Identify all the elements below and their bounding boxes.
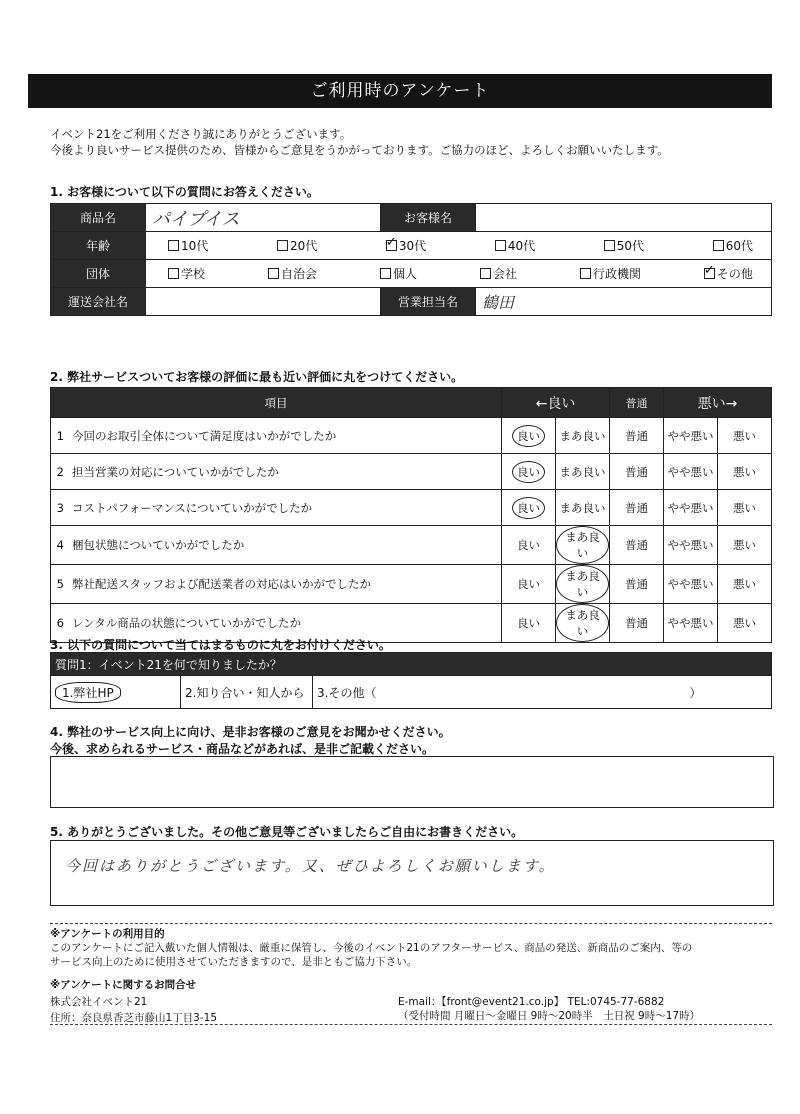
- purpose-line-1: このアンケートにご記入戴いた個人情報は、厳重に保管し、今後のイベント21のアフターサービス、商品の発送、新商品のご案内、等の: [50, 942, 693, 954]
- rating-cell[interactable]: [502, 418, 556, 454]
- group-option-label: 会社: [492, 267, 517, 281]
- age-option-label: 10代: [181, 239, 209, 253]
- rating-option: やや悪い: [667, 464, 714, 479]
- source-option-friend[interactable]: 2.知り合い・知人から: [181, 676, 313, 709]
- section4-heading-2: 今後、求められるサービス・商品などがあれば、是非ご記載ください。: [50, 742, 435, 756]
- checkbox-icon[interactable]: [580, 268, 591, 279]
- product-value[interactable]: パイプイス: [152, 208, 240, 230]
- age-option[interactable]: [713, 237, 753, 254]
- group-option-label: 行政機関: [592, 267, 641, 281]
- rating-cell[interactable]: [556, 604, 610, 643]
- rating-option: 普通: [625, 464, 648, 479]
- question-text: 梱包状態についていかがでしたか: [68, 526, 502, 565]
- contact-hours: （受付時間 月曜日～金曜日 9時～20時半 土日祝 9時～17時）: [398, 1010, 701, 1022]
- rating-option: 悪い: [733, 464, 756, 479]
- group-label: 団体: [51, 260, 146, 288]
- rating-option: 良い: [512, 461, 545, 483]
- group-option-label: 学校: [181, 267, 206, 281]
- customer-label: お客様名: [381, 204, 476, 232]
- rating-cell[interactable]: [664, 418, 718, 454]
- checkbox-icon[interactable]: [480, 268, 491, 279]
- page-title: ご利用時のアンケート: [28, 74, 772, 108]
- question-number: 2: [51, 454, 69, 490]
- source-option-other[interactable]: 3.その他（: [317, 685, 377, 700]
- rating-option: やや悪い: [667, 577, 714, 591]
- question-text: 弊社配送スタッフおよび配送業者の対応はいかがでしたか: [68, 565, 502, 604]
- rating-option: まあ良い: [559, 428, 606, 443]
- rating-option: まあ良い: [556, 565, 609, 603]
- rating-cell[interactable]: [718, 526, 772, 565]
- item-column-header: 項目: [51, 388, 502, 418]
- intro-line-1: イベント21をご利用くださり誠にありがとうございます。: [50, 127, 352, 141]
- checkbox-icon[interactable]: [168, 240, 179, 251]
- question-text: レンタル商品の状態についていかがでしたか: [68, 604, 502, 643]
- rating-option: やや悪い: [667, 538, 714, 552]
- age-label: 年齢: [51, 232, 146, 260]
- rating-cell[interactable]: [718, 490, 772, 526]
- rating-cell[interactable]: [502, 454, 556, 490]
- rating-cell[interactable]: [556, 418, 610, 454]
- age-option[interactable]: [495, 237, 535, 254]
- rating-cell[interactable]: [718, 604, 772, 643]
- age-option-label: 60代: [725, 239, 753, 253]
- checkbox-icon[interactable]: [168, 268, 179, 279]
- group-option-label: 個人: [392, 267, 417, 281]
- rating-cell[interactable]: [610, 526, 664, 565]
- contact-email-tel: E-mail：【front@event21.co.jp】 TEL:0745-77-6882: [398, 996, 665, 1008]
- question-number: 1: [51, 418, 69, 454]
- company-address: 住所：奈良県香芝市藤山1丁目3-15: [50, 1012, 218, 1024]
- rating-option: 普通: [625, 500, 648, 515]
- rating-cell[interactable]: [610, 418, 664, 454]
- section5-answer-text: 今回はありがとうございます。又、ぜひよろしくお願いします。: [65, 857, 556, 875]
- rating-cell[interactable]: [664, 454, 718, 490]
- rating-option: 良い: [517, 616, 540, 630]
- rating-cell[interactable]: [718, 565, 772, 604]
- group-option[interactable]: [704, 265, 753, 282]
- shipping-label: 運送会社名: [51, 288, 146, 316]
- rating-table: [50, 387, 772, 643]
- rating-option: まあ良い: [559, 500, 606, 515]
- rating-option: まあ良い: [556, 604, 609, 642]
- rating-option: 悪い: [733, 577, 756, 591]
- section3-heading: 3. 以下の質問について当てはまるものに丸をお付けください。: [50, 638, 391, 652]
- section4-heading-1: 4. 弊社のサービス向上に向け、是非お客様のご意見をお聞かせください。: [50, 725, 451, 739]
- rating-option: やや悪い: [667, 616, 714, 630]
- rating-cell[interactable]: [610, 490, 664, 526]
- sales-value[interactable]: 鶴田: [482, 293, 515, 312]
- rating-cell[interactable]: [664, 604, 718, 643]
- company-name: 株式会社イベント21: [50, 996, 148, 1008]
- group-option[interactable]: [268, 265, 317, 282]
- rating-option: 悪い: [733, 538, 756, 552]
- rating-cell[interactable]: [664, 526, 718, 565]
- rating-option: 良い: [512, 425, 545, 447]
- scale-good: ←良い: [502, 388, 610, 418]
- group-option[interactable]: [580, 265, 641, 282]
- group-options: [152, 265, 765, 282]
- contact-title: ※アンケートに関するお問合せ: [50, 979, 197, 991]
- checkbox-icon[interactable]: [604, 240, 615, 251]
- product-label: 商品名: [51, 204, 146, 232]
- customer-value[interactable]: [476, 204, 772, 232]
- section4-answer-box[interactable]: [50, 756, 774, 808]
- customer-info-table: [50, 203, 772, 316]
- purpose-line-2: サービス向上のために使用させていただきますので、是非ともご協力下さい。: [50, 956, 418, 968]
- rating-option: 良い: [517, 538, 540, 552]
- rating-cell[interactable]: [610, 604, 664, 643]
- sales-label: 営業担当名: [381, 288, 476, 316]
- checkbox-icon[interactable]: [386, 240, 397, 251]
- rating-cell[interactable]: [718, 418, 772, 454]
- shipping-value[interactable]: [146, 288, 381, 316]
- rating-option: 悪い: [733, 616, 756, 630]
- checkbox-icon[interactable]: [268, 268, 279, 279]
- age-option[interactable]: [386, 237, 426, 254]
- age-options: [152, 237, 765, 254]
- age-option-label: 30代: [398, 239, 427, 253]
- rating-row: [51, 418, 772, 454]
- rating-cell[interactable]: [610, 454, 664, 490]
- checkbox-icon[interactable]: [380, 268, 391, 279]
- age-option-label: 50代: [616, 239, 645, 253]
- age-option[interactable]: [604, 237, 644, 254]
- section5-heading: 5. ありがとうございました。その他ご意見等ございましたらご自由にお書きください。: [50, 825, 524, 839]
- question-number: 3: [51, 490, 69, 526]
- checkbox-icon[interactable]: [277, 240, 288, 251]
- rating-cell[interactable]: [556, 490, 610, 526]
- question-number: 4: [51, 526, 69, 565]
- rating-row: [51, 454, 772, 490]
- scale-bad: 悪い→: [664, 388, 772, 418]
- rating-option: 悪い: [733, 500, 756, 515]
- age-option[interactable]: [277, 237, 317, 254]
- rating-option: 悪い: [733, 428, 756, 443]
- rating-cell[interactable]: [610, 565, 664, 604]
- question-number: 5: [51, 565, 69, 604]
- rating-row: [51, 526, 772, 565]
- intro-line-2: 今後より良いサービス提供のため、皆様からご意見をうかがっております。ご協力のほど、よろしくお願いいたします。: [50, 143, 669, 157]
- question-text: 担当営業の対応についていかがでしたか: [68, 454, 502, 490]
- checkbox-icon[interactable]: [713, 240, 724, 251]
- source-question: 質問1：イベント21を何で知りましたか？: [51, 653, 772, 676]
- age-option-label: 20代: [289, 239, 318, 253]
- group-option[interactable]: [380, 265, 417, 282]
- rating-row: [51, 565, 772, 604]
- rating-cell[interactable]: [664, 490, 718, 526]
- rating-option: 普通: [625, 577, 648, 591]
- rating-cell[interactable]: [502, 565, 556, 604]
- section1-heading: 1. お客様について以下の質問にお答えください。: [50, 185, 319, 199]
- rating-option: 良い: [512, 497, 545, 519]
- rating-cell[interactable]: [502, 490, 556, 526]
- checkbox-icon[interactable]: [704, 268, 715, 279]
- rating-option: 普通: [625, 538, 648, 552]
- group-option-label: 自治会: [280, 267, 317, 281]
- source-option-hp[interactable]: 1.弊社HP: [55, 682, 121, 703]
- section2-heading: 2. 弊社サービスついてお客様の評価に最も近い評価に丸をつけてください。: [50, 370, 464, 384]
- rating-cell[interactable]: [718, 454, 772, 490]
- footer: [50, 923, 772, 1025]
- source-table: [50, 652, 772, 709]
- rating-cell[interactable]: [556, 454, 610, 490]
- purpose-title: ※アンケートの利用目的: [50, 928, 165, 940]
- rating-cell[interactable]: [502, 604, 556, 643]
- rating-cell[interactable]: [556, 565, 610, 604]
- group-option-label: その他: [716, 267, 753, 281]
- rating-option: 普通: [625, 616, 648, 630]
- rating-cell[interactable]: [664, 565, 718, 604]
- group-option[interactable]: [480, 265, 517, 282]
- age-option[interactable]: [168, 237, 208, 254]
- rating-option: 普通: [625, 428, 648, 443]
- rating-cell[interactable]: [502, 526, 556, 565]
- rating-option: 良い: [517, 577, 540, 591]
- rating-row: [51, 490, 772, 526]
- rating-option: まあ良い: [556, 526, 609, 564]
- question-text: 今回のお取引全体について満足度はいかがでしたか: [68, 418, 502, 454]
- rating-option: やや悪い: [667, 500, 714, 515]
- rating-cell[interactable]: [556, 526, 610, 565]
- section5-answer-box[interactable]: [50, 840, 774, 906]
- group-option[interactable]: [168, 265, 205, 282]
- scale-normal: 普通: [610, 388, 664, 418]
- rating-option: まあ良い: [559, 464, 606, 479]
- checkbox-icon[interactable]: [495, 240, 506, 251]
- question-text: コストパフォーマンスについていかがでしたか: [68, 490, 502, 526]
- rating-option: やや悪い: [667, 428, 714, 443]
- question-number: 6: [51, 604, 69, 643]
- other-close-paren: ）: [689, 685, 702, 700]
- age-option-label: 40代: [507, 239, 536, 253]
